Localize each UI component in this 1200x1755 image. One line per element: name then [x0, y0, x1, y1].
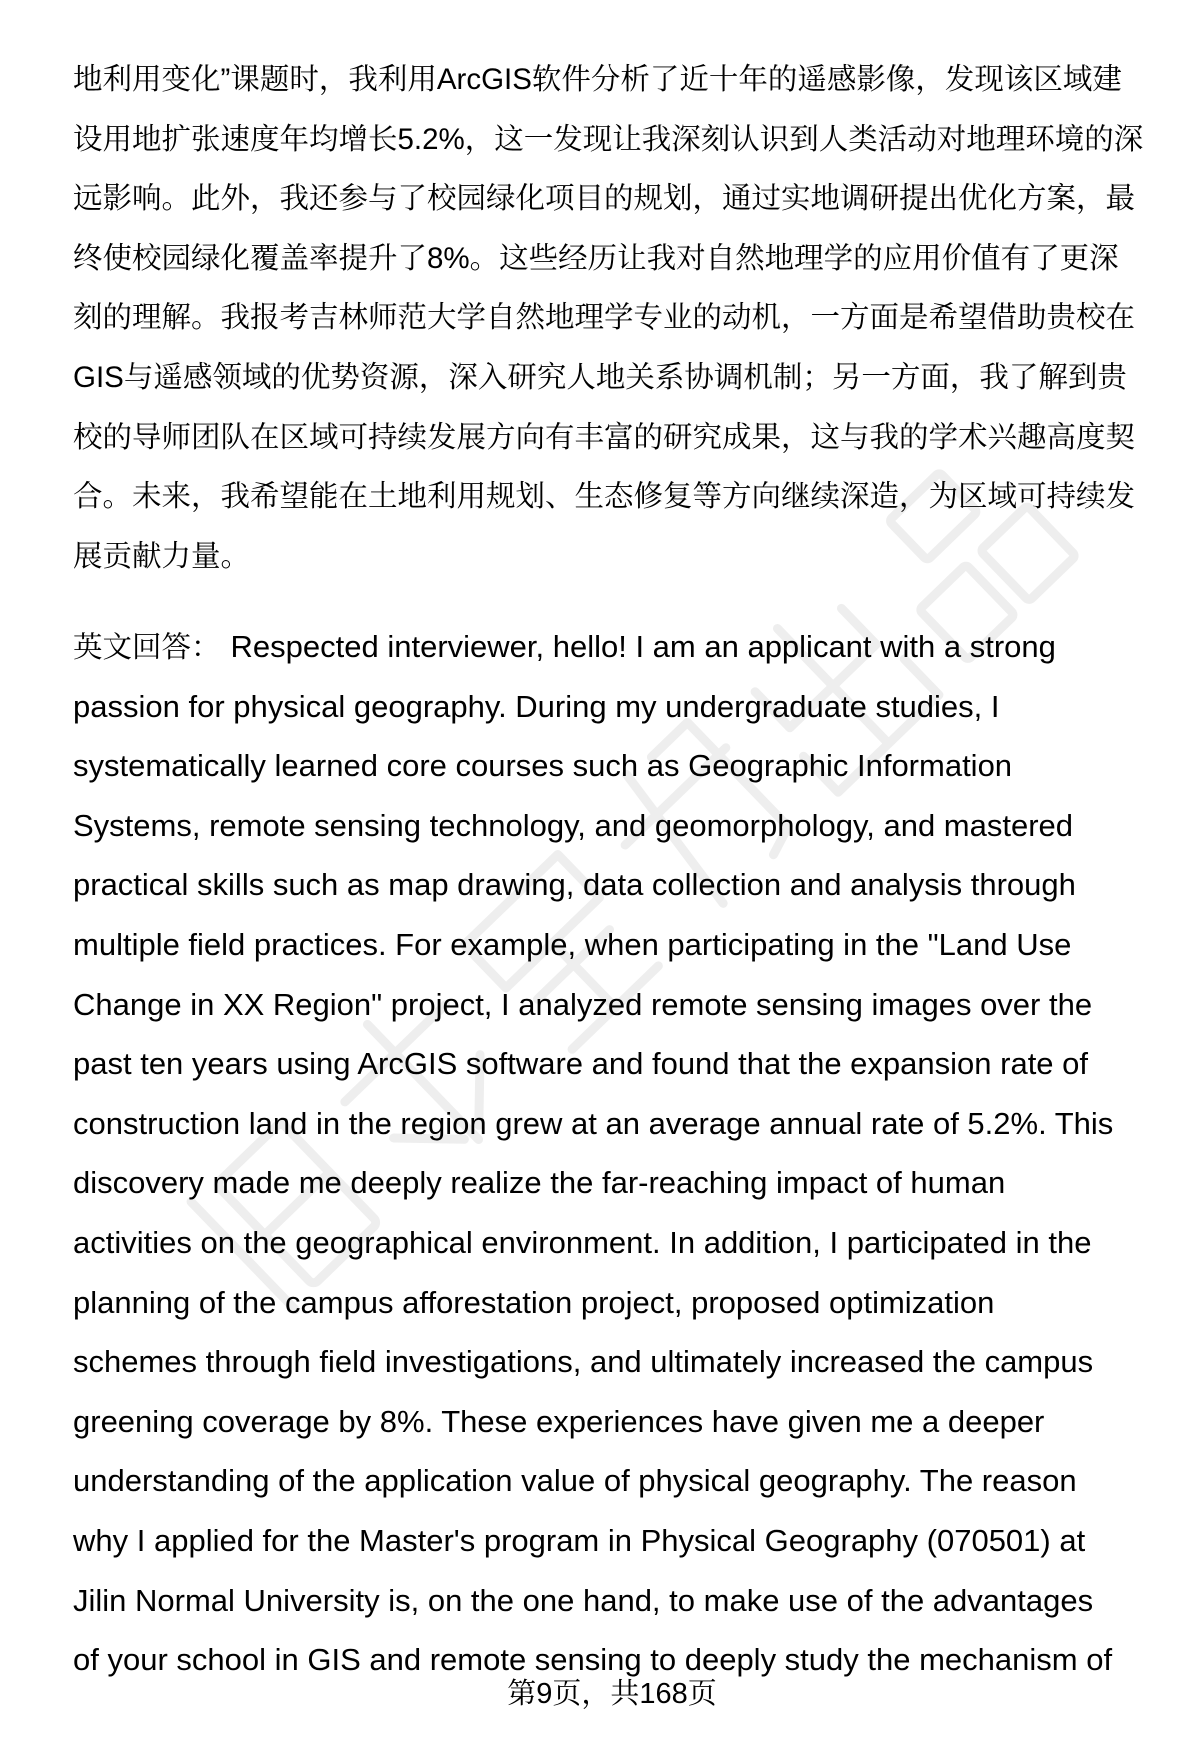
english-text-line: why I applied for the Master's program in Physical Geography (070501) at: [73, 1522, 1086, 1558]
chinese-text-line: GIS与遥感领域的优势资源，深入研究人地关系协调机制；另一方面，我了解到贵: [73, 360, 1127, 394]
english-text-line: past ten years using ArcGIS software and found that the expansion rate of: [73, 1046, 1089, 1082]
chinese-text-line: 设用地扩张速度年均增长5.2%，这一发现让我深刻认识到人类活动对地理环境的深: [73, 122, 1144, 156]
english-text-line: schemes through field investigations, and ultimately increased the campus: [73, 1344, 1094, 1380]
english-text-line: construction land in the region grew at an average annual rate of 5.2%. This: [73, 1105, 1114, 1141]
chinese-text-line: 校的导师团队在区域可持续发展方向有丰富的研究成果，这与我的学术兴趣高度契: [73, 420, 1136, 454]
english-answer-label: 英文回答：: [73, 631, 221, 664]
english-text-line: of your school in GIS and remote sensing to deeply study the mechanism of: [73, 1642, 1113, 1678]
english-text-span: Respected interviewer, hello! I am an applicant with a strong: [230, 629, 1056, 664]
english-text-line: systematically learned core courses such as Geographic Information: [73, 748, 1013, 784]
english-text-line: Change in XX Region" project, I analyzed remote sensing images over the: [73, 986, 1093, 1022]
english-text-line: discovery made me deeply realize the far-reaching impact of human: [73, 1165, 1006, 1201]
chinese-text-line: 合。未来，我希望能在土地利用规划、生态修复等方向继续深造，为区域可持续发: [73, 480, 1136, 514]
chinese-text-line: 远影响。此外，我还参与了校园绿化项目的规划，通过实地调研提出优化方案，最: [73, 182, 1136, 216]
page-indicator: 第9页，共168页: [507, 1678, 717, 1710]
english-text-line: greening coverage by 8%. These experiences have given me a deeper: [73, 1403, 1045, 1439]
english-text-line: Systems, remote sensing technology, and geomorphology, and mastered: [73, 807, 1074, 843]
english-text-line: [73, 617, 1163, 677]
english-text-line: multiple field practices. For example, when participating in the "Land Use: [73, 926, 1072, 962]
english-text-line: planning of the campus afforestation project, proposed optimization: [73, 1284, 995, 1320]
english-text-line: practical skills such as map drawing, data collection and analysis through: [73, 867, 1076, 903]
english-text-line: passion for physical geography. During my undergraduate studies, I: [73, 688, 1000, 724]
chinese-text-line: 地利用变化”课题时，我利用ArcGIS软件分析了近十年的遥感影像，发现该区域建: [73, 63, 1122, 96]
english-paragraph: [73, 617, 1163, 1690]
english-text-line: activities on the geographical environment. In addition, I participated in the: [73, 1224, 1092, 1260]
english-text-line: understanding of the application value of physical geography. The reason: [73, 1463, 1077, 1499]
chinese-text-line: 刻的理解。我报考吉林师范大学自然地理学专业的动机，一方面是希望借助贵校在: [73, 301, 1136, 335]
english-text-line: Jilin Normal University is, on the one hand, to make use of the advantages: [73, 1582, 1094, 1618]
chinese-paragraph: [73, 50, 1163, 586]
chinese-text-line: 终使校园绿化覆盖率提升了8%。这些经历让我对自然地理学的应用价值有了更深: [73, 241, 1119, 275]
chinese-text-line: 展贡献力量。: [73, 539, 251, 573]
